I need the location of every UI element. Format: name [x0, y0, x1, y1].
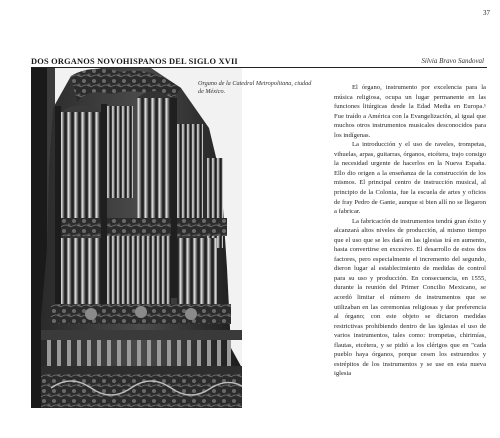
caption-line-1: Organo de la Catedral Metropolitana, ciudad	[198, 80, 312, 87]
running-author: Silvia Bravo Sandoval	[421, 57, 484, 65]
paragraph-3: La fabricación de instrumentos tendrá gran éxito y alcanzará altos niveles de producción, al mismo tiempo que el uso que se les dará en las iglesias irá en aumento, hasta convertirse en excesivo. El desarrollo de estos dos factores, pero especialmente el incremento del segundo, dieron lugar al establecimiento de medidas de control para su uso y producción. En consecuencia, en 1555, durante la reunión del Primer Concilio Mexicano, se acordó limitar el número de instrumentos que se utilizaban en las ceremonias religiosas y dar preferencia al órgano; con este objeto se dictaron medidas restrictivas prohibiendo dentro de las iglesias el uso de varios instrumentos, tales como: trompetas, chirimías, flautas, etcétera, y se pidió a los clérigos que en "cada pueblo haya órganos, porque cesen los estruendos y estrépitos de los instrumentos y se use en esta nueva iglesia	[334, 217, 486, 378]
caption-line-2: de México.	[198, 88, 226, 96]
paragraph-1: El órgano, instrumento por excelencia para la música religiosa, ocupa un lugar permanente en las funciones litúrgicas desde la Edad Media en Europa.¹ Fue traído a América con la Evangelización, al igual que muchos otros instrumentos musicales desconocidos para los indígenas.	[334, 84, 486, 139]
figure-caption	[198, 80, 328, 97]
paragraph-2: La introducción y el uso de raveles, trompetas, vihuelas, arpas, guitarras, órganos, etcétera, trajo consigo la necesidad urgente de hacerlos en la Nueva España. Ello dio origen a la enseñanza de la construcción de los mismos. El principal centro de instrucción musical, al principio de la Colonia, fue la escuela de artes y oficios de fray Pedro de Gante, aunque si bien allí no se llegaron a fabricar.	[334, 141, 486, 216]
running-title: DOS ORGANOS NOVOHISPANOS DEL SIGLO XVII	[31, 57, 238, 66]
organ-photograph	[31, 68, 242, 408]
page-number: 37	[483, 9, 490, 17]
article-body	[334, 83, 486, 379]
